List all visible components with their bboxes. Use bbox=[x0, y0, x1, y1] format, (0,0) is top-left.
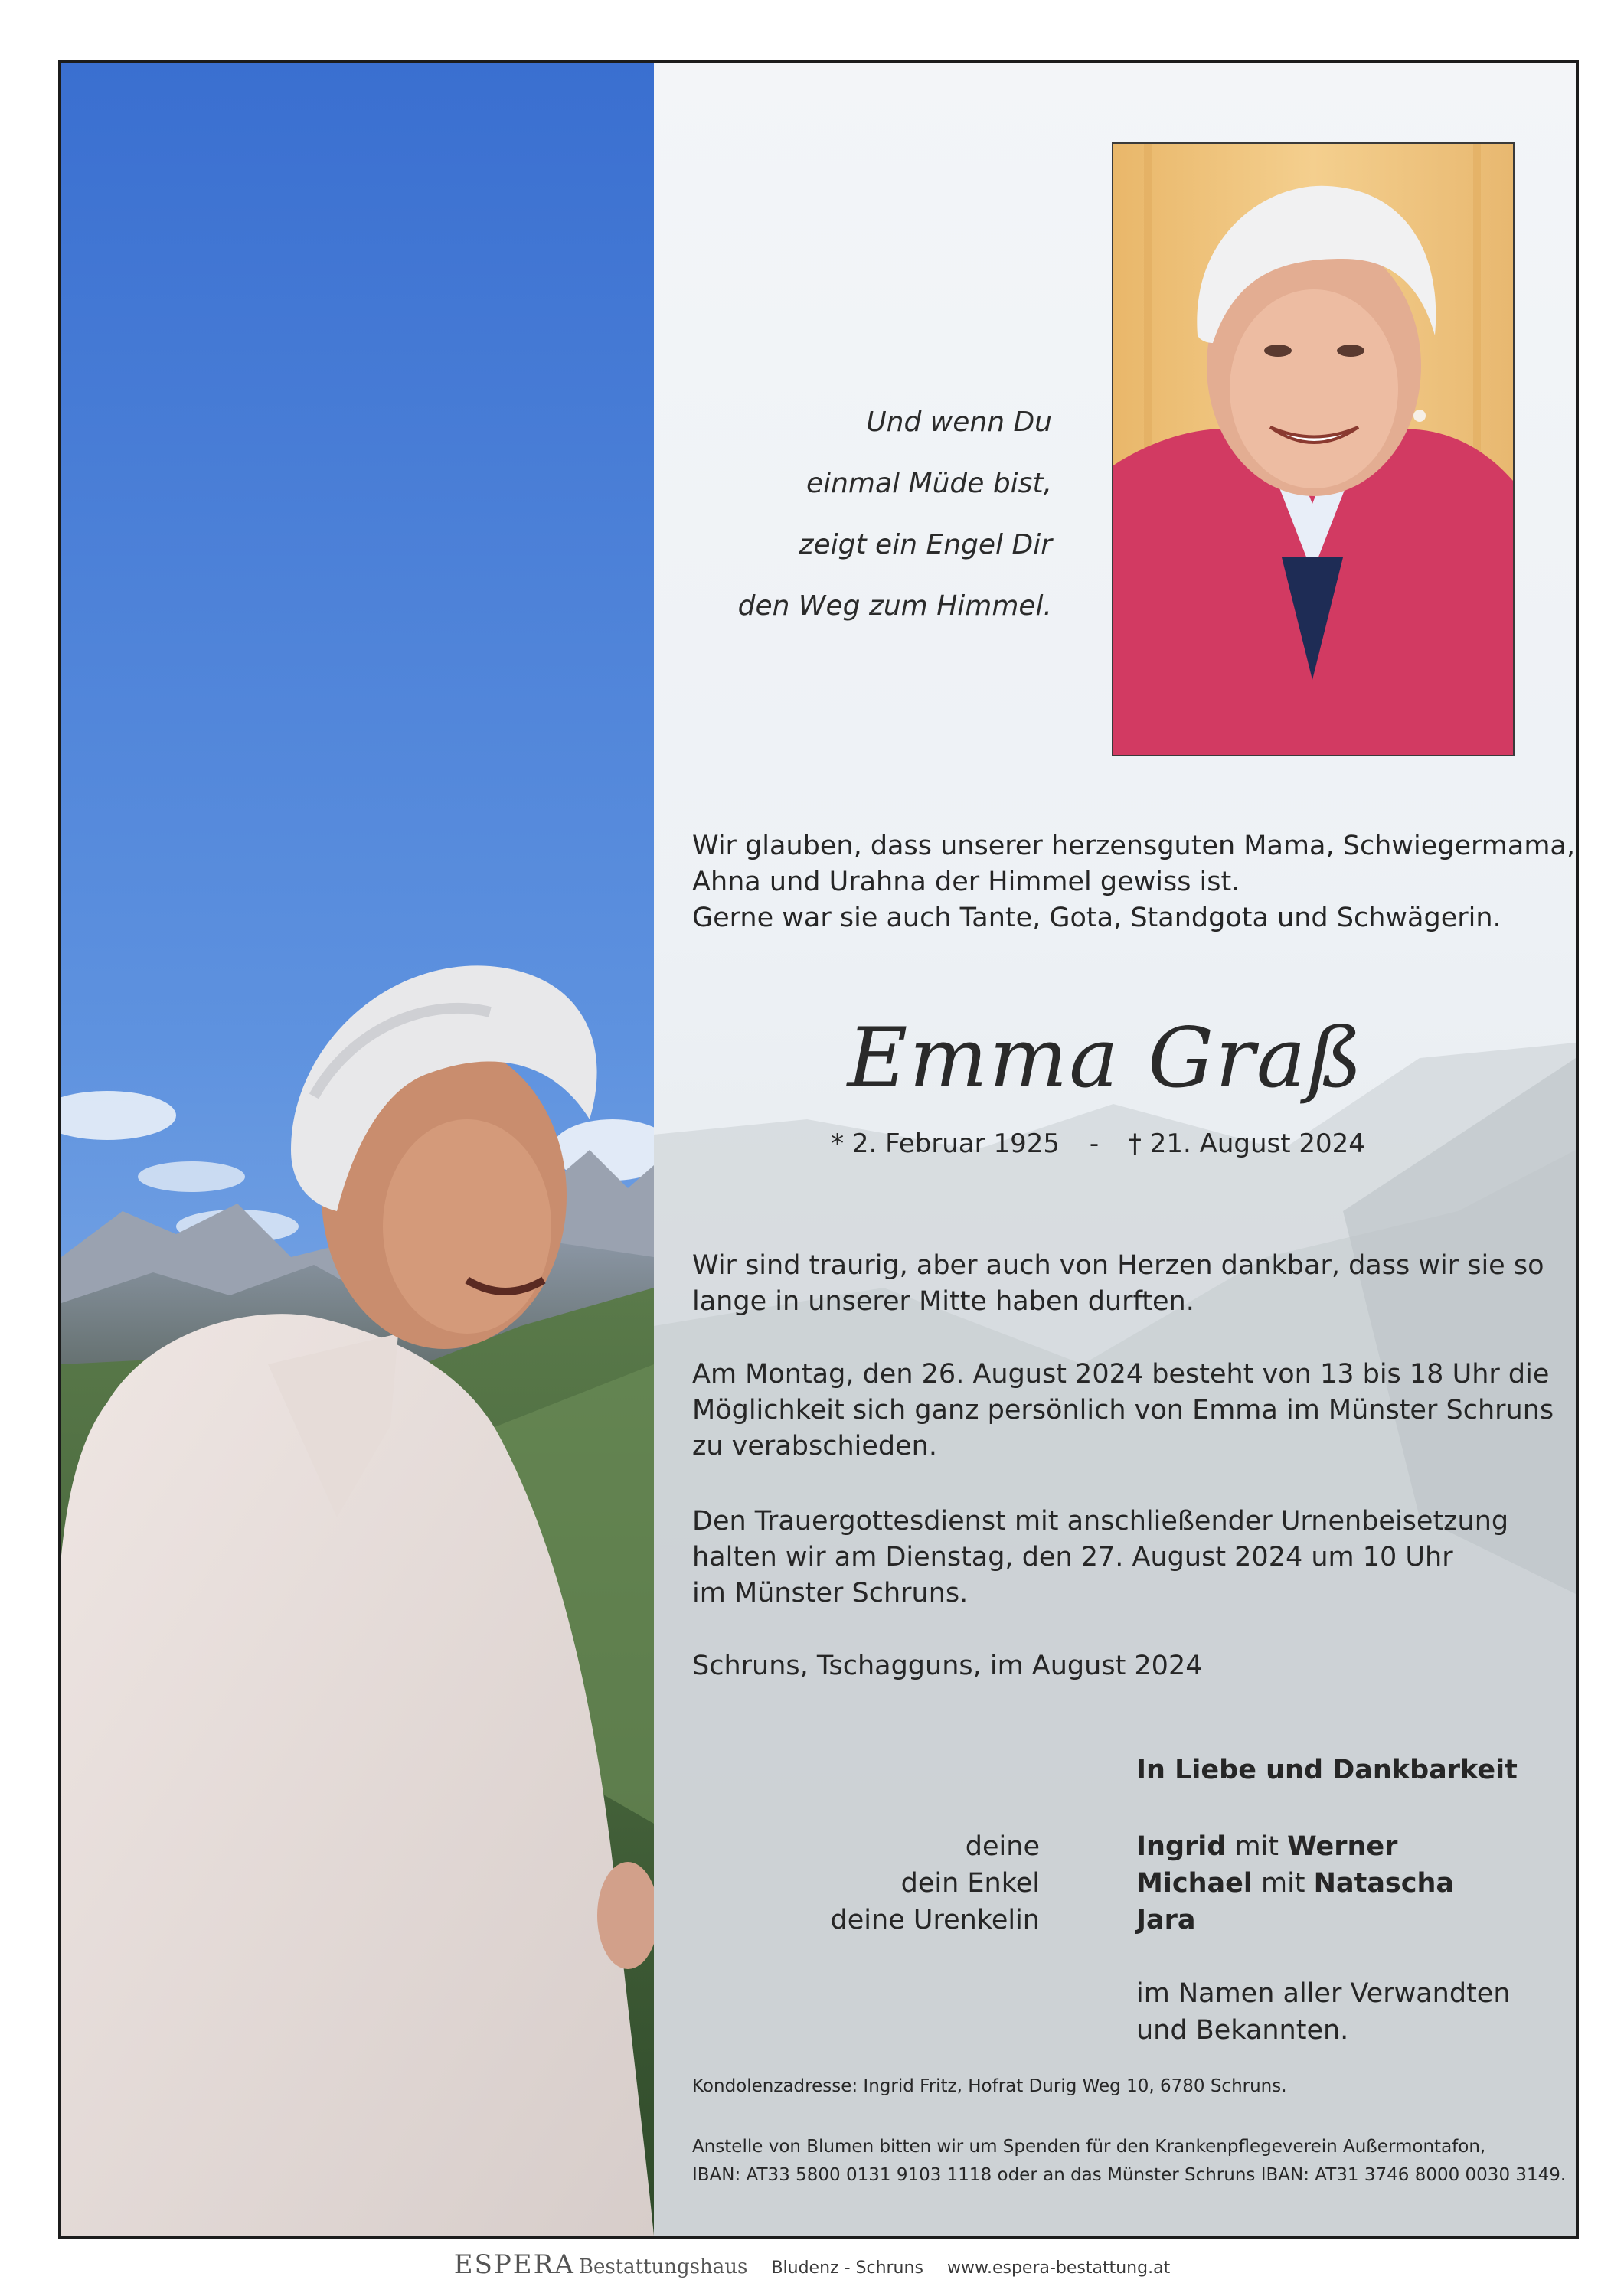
brand-subtitle: Bestattungshaus bbox=[578, 2255, 748, 2278]
mountain-photo bbox=[61, 63, 654, 2236]
text-panel bbox=[654, 63, 1576, 2236]
closing-text bbox=[1136, 1975, 1511, 2049]
footer bbox=[0, 2249, 1624, 2280]
farewell-paragraph bbox=[692, 1357, 1554, 1465]
portrait-photo bbox=[1112, 142, 1515, 756]
relative-name: Jara bbox=[1136, 1905, 1196, 1935]
body-line: lange in unserer Mitte haben durften. bbox=[692, 1286, 1194, 1317]
poem-line: Und wenn Du bbox=[866, 407, 1052, 438]
poem-line: zeigt ein Engel Dir bbox=[799, 529, 1052, 560]
date-separator: - bbox=[1089, 1128, 1100, 1159]
body-line: Am Montag, den 26. August 2024 besteht von 13 bis 18 Uhr die bbox=[692, 1359, 1550, 1390]
body-line: Den Trauergottesdienst mit anschließender Urnenbeisetzung bbox=[692, 1506, 1509, 1537]
closing-line: und Bekannten. bbox=[1136, 2015, 1349, 2046]
relative-connector: mit bbox=[1260, 1868, 1305, 1899]
intro-line: Ahna und Urahna der Himmel gewiss ist. bbox=[692, 867, 1240, 897]
life-dates bbox=[807, 1128, 1389, 1159]
body-line: halten wir am Dienstag, den 27. August 2024 um 10 Uhr bbox=[692, 1542, 1453, 1573]
brand-name: ESPERA bbox=[453, 2249, 575, 2280]
condolence-address: Kondolenzadresse: Ingrid Fritz, Hofrat Durig Weg 10, 6780 Schruns. bbox=[692, 2076, 1287, 2096]
body-line: im Münster Schruns. bbox=[692, 1578, 969, 1609]
intro-paragraph bbox=[692, 828, 1575, 936]
footer-website[interactable]: www.espera-bestattung.at bbox=[947, 2258, 1171, 2278]
poem-line: einmal Müde bist, bbox=[805, 468, 1052, 499]
poem-line: den Weg zum Himmel. bbox=[737, 590, 1052, 622]
relation-label: deine bbox=[965, 1831, 1040, 1862]
donation-note bbox=[692, 2133, 1566, 2190]
closing-line: im Namen aller Verwandten bbox=[1136, 1978, 1511, 2009]
donation-line: Anstelle von Blumen bitten wir um Spenden für den Krankenpflegeverein Außermontafon, bbox=[692, 2137, 1486, 2157]
place-date: Schruns, Tschagguns, im August 2024 bbox=[692, 1651, 1203, 1681]
relative-names bbox=[1136, 1865, 1454, 1902]
parte-frame bbox=[58, 60, 1579, 2239]
body-line: Möglichkeit sich ganz persönlich von Emma im Münster Schruns bbox=[692, 1395, 1554, 1426]
relative-name: Michael bbox=[1136, 1868, 1253, 1899]
deceased-name: Emma Graß bbox=[847, 1011, 1364, 1106]
relative-connector: mit bbox=[1234, 1831, 1279, 1862]
relative-name: Ingrid bbox=[1136, 1831, 1227, 1862]
relative-name: Werner bbox=[1287, 1831, 1398, 1862]
birth-date: * 2. Februar 1925 bbox=[831, 1128, 1060, 1159]
relation-label: deine Urenkelin bbox=[830, 1905, 1040, 1935]
body-line: zu verabschieden. bbox=[692, 1431, 937, 1462]
death-date: † 21. August 2024 bbox=[1128, 1128, 1365, 1159]
intro-line: Gerne war sie auch Tante, Gota, Standgota und Schwägerin. bbox=[692, 903, 1501, 933]
donation-line: IBAN: AT33 5800 0131 9103 1118 oder an das Münster Schruns IBAN: AT31 3746 8000 0030 3149. bbox=[692, 2165, 1567, 2185]
gratitude-paragraph bbox=[692, 1248, 1544, 1320]
signature-heading: In Liebe und Dankbarkeit bbox=[1136, 1755, 1518, 1785]
service-paragraph bbox=[692, 1504, 1508, 1612]
poem bbox=[700, 392, 1052, 637]
relative-names bbox=[1136, 1902, 1196, 1938]
relative-names bbox=[1136, 1828, 1397, 1865]
body-line: Wir sind traurig, aber auch von Herzen dankbar, dass wir sie so bbox=[692, 1250, 1544, 1281]
footer-locations: Bludenz - Schruns bbox=[771, 2258, 923, 2278]
intro-line: Wir glauben, dass unserer herzensguten Mama, Schwiegermama, bbox=[692, 831, 1575, 861]
relative-name: Natascha bbox=[1313, 1868, 1455, 1899]
relation-label: dein Enkel bbox=[900, 1868, 1040, 1899]
